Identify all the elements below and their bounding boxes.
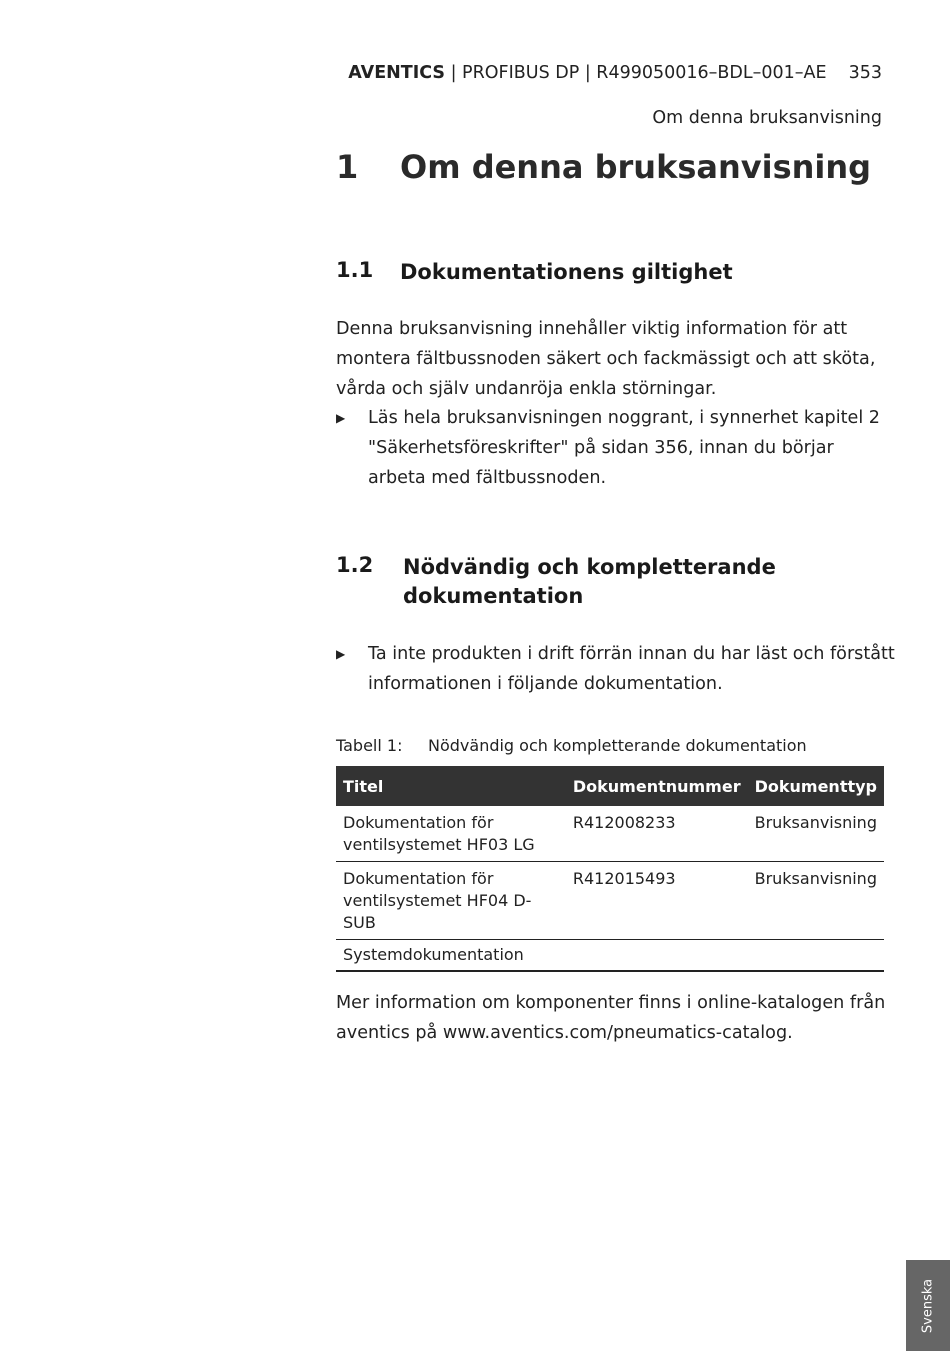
bullet-text: Ta inte produkten i drift förrän innan du har läst och förstått informationen i följande dokumentation. xyxy=(368,644,895,694)
running-title: Om denna bruksanvisning xyxy=(652,108,882,128)
cell-document-type: Bruksanvisning xyxy=(748,806,884,862)
bullet-item xyxy=(336,639,896,699)
document-reference: | PROFIBUS DP | R499050016–BDL–001–AE xyxy=(445,63,827,83)
cell-document-number: R412008233 xyxy=(566,806,748,862)
documentation-table xyxy=(336,766,884,972)
table-caption-text: Nödvändig och kompletterande dokumentation xyxy=(428,736,807,755)
catalog-paragraph: Mer information om komponenter finns i online-katalogen från aventics på www.aventics.com/pneumatics-catalog. xyxy=(336,993,886,1043)
chapter-number: 1 xyxy=(336,148,359,186)
cell-title: Systemdokumentation xyxy=(336,940,566,972)
section-title-line-2: dokumentation xyxy=(403,584,584,608)
chapter-title: Om denna bruksanvisning xyxy=(400,148,872,186)
column-header-title: Titel xyxy=(336,766,566,806)
language-tab-label: Svenska xyxy=(920,1278,936,1333)
cell-title: Dokumentation för ventilsystemet HF04 D-SUB xyxy=(336,862,566,940)
cell-document-number: R412015493 xyxy=(566,862,748,940)
bullet-item xyxy=(336,403,896,493)
chapter-heading xyxy=(336,148,871,186)
brand-name: AVENTICS xyxy=(348,63,446,83)
page-header xyxy=(300,63,882,83)
table-header-row xyxy=(336,766,884,806)
column-header-document-type: Dokumenttyp xyxy=(748,766,884,806)
table-caption xyxy=(336,736,807,755)
bullet-arrow-icon: ▶ xyxy=(336,647,346,661)
bullet-text: Läs hela bruksanvisningen noggrant, i synnerhet kapitel 2 "Säkerhetsföreskrifter" på sidan 356, innan du börjar arbeta med fältbussnoden. xyxy=(368,408,880,488)
section-title: Dokumentationens giltighet xyxy=(400,260,733,284)
section-number: 1.2 xyxy=(336,553,374,577)
bullet-arrow-icon: ▶ xyxy=(336,411,346,425)
section-number: 1.1 xyxy=(336,258,374,282)
cell-document-type xyxy=(748,940,884,972)
table-row xyxy=(336,940,884,972)
cell-document-number xyxy=(566,940,748,972)
column-header-document-number: Dokumentnummer xyxy=(566,766,748,806)
section-heading-1-1 xyxy=(336,258,733,287)
table-caption-label: Tabell 1: xyxy=(336,736,403,755)
section-heading-1-2 xyxy=(336,553,776,611)
table-row xyxy=(336,862,884,940)
section-title-line-1: Nödvändig och kompletterande xyxy=(403,555,776,579)
table-row xyxy=(336,806,884,862)
page-number: 353 xyxy=(848,63,882,83)
language-tab xyxy=(906,1260,950,1351)
cell-title: Dokumentation för ventilsystemet HF03 LG xyxy=(336,806,566,862)
cell-document-type: Bruksanvisning xyxy=(748,862,884,940)
intro-paragraph: Denna bruksanvisning innehåller viktig information för att montera fältbussnoden säkert och fackmässigt och att sköta, vårda och själv undanröja enkla störningar. xyxy=(336,319,876,399)
